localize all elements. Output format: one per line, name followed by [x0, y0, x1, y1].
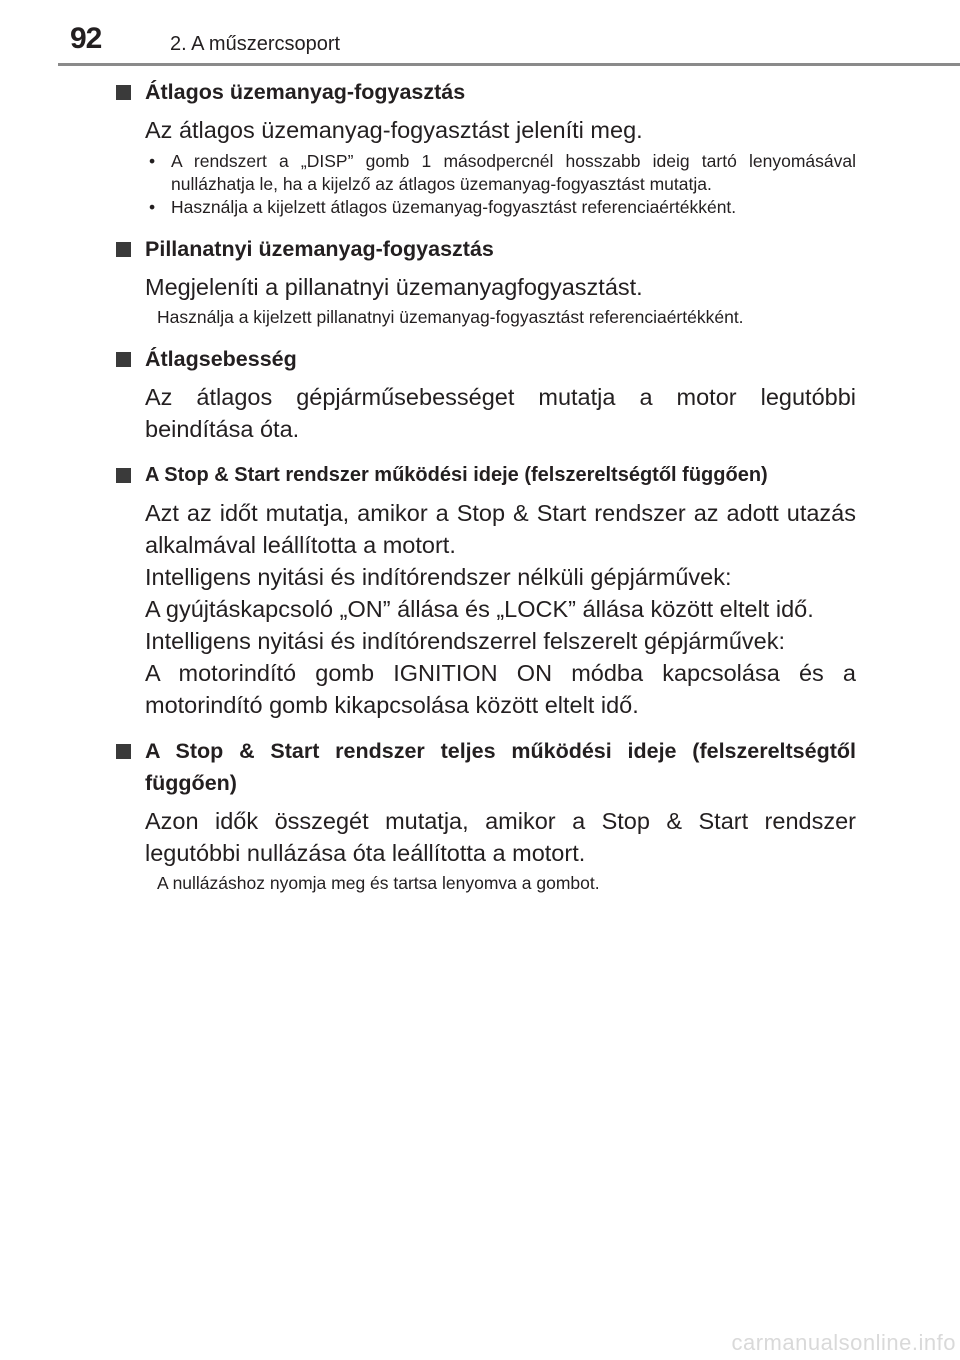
section-description	[145, 497, 856, 721]
description-line: Azt az időt mutatja, amikor a Stop & Start rendszer az adott utazás alkalmával leállította a motort.	[145, 500, 856, 558]
section-description: Azon idők összegét mutatja, amikor a Stop & Start rendszer legutóbbi nullázása óta leállította a motort.	[145, 808, 856, 866]
square-bullet-icon	[116, 85, 131, 100]
section-heading-text: Pillanatnyi üzemanyag-fogyasztás	[145, 237, 494, 261]
page-content	[116, 76, 856, 895]
section-stop-start-operating-time	[116, 459, 856, 721]
header-divider	[58, 63, 960, 66]
section-heading-text: Átlagos üzemanyag-fogyasztás	[145, 80, 466, 104]
section-heading-text: Átlagsebesség	[145, 347, 297, 371]
section-note: Használja a kijelzett pillanatnyi üzemanyag-fogyasztást referenciaértékként.	[157, 307, 744, 327]
section-average-speed	[116, 343, 856, 445]
bullet-dot-icon: •	[149, 197, 156, 217]
section-heading	[116, 76, 856, 108]
section-average-fuel-consumption	[116, 76, 856, 219]
page-header	[0, 0, 960, 66]
section-description: Megjeleníti a pillanatnyi üzemanyagfogyasztást.	[145, 274, 643, 300]
section-description: Az átlagos üzemanyag-fogyasztást jeleníti meg.	[145, 117, 643, 143]
section-heading	[116, 233, 856, 265]
bullet-text: Használja a kijelzett átlagos üzemanyag-fogyasztást referenciaértékként.	[171, 197, 737, 217]
section-heading-text: A Stop & Start rendszer működési ideje (felszereltségtől függően)	[145, 464, 768, 486]
chapter-title: 2. A műszercsoport	[170, 33, 341, 55]
section-heading	[116, 459, 856, 491]
watermark: carmanualsonline.info	[731, 1330, 956, 1355]
bullet-text: A rendszert a „DISP” gomb 1 másodpercnél hosszabb ideig tartó lenyomásával nullázhatja le, ha a kijelző az átlagos üzemanyag-fogyasztást mutatja.	[171, 151, 856, 194]
page-number: 92	[70, 22, 102, 55]
bullet-dot-icon: •	[149, 151, 156, 171]
section-heading	[116, 343, 856, 375]
section-description: Az átlagos gépjárműsebességet mutatja a motor legutóbbi beindítása óta.	[145, 384, 856, 442]
square-bullet-icon	[116, 352, 131, 367]
square-bullet-icon	[116, 468, 131, 483]
description-line: A motorindító gomb IGNITION ON módba kapcsolása és a motorindító gomb kikapcsolása között eltelt idő.	[145, 660, 856, 718]
section-stop-start-total-time	[116, 735, 856, 895]
square-bullet-icon	[116, 242, 131, 257]
bullet-item	[145, 196, 856, 219]
square-bullet-icon	[116, 744, 131, 759]
section-note: A nullázáshoz nyomja meg és tartsa lenyomva a gombot.	[157, 873, 600, 893]
description-line: Intelligens nyitási és indítórendszer nélküli gépjárművek:	[145, 564, 732, 590]
description-line: A gyújtáskapcsoló „ON” állása és „LOCK” állása között eltelt idő.	[145, 596, 814, 622]
description-line: Intelligens nyitási és indítórendszerrel felszerelt gépjárművek:	[145, 628, 786, 654]
bullet-list	[145, 150, 856, 219]
section-instant-fuel-consumption	[116, 233, 856, 329]
section-heading-text: A Stop & Start rendszer teljes működési ideje (felszereltségtől függően)	[145, 739, 856, 795]
bullet-item	[145, 150, 856, 196]
section-heading	[116, 735, 856, 799]
